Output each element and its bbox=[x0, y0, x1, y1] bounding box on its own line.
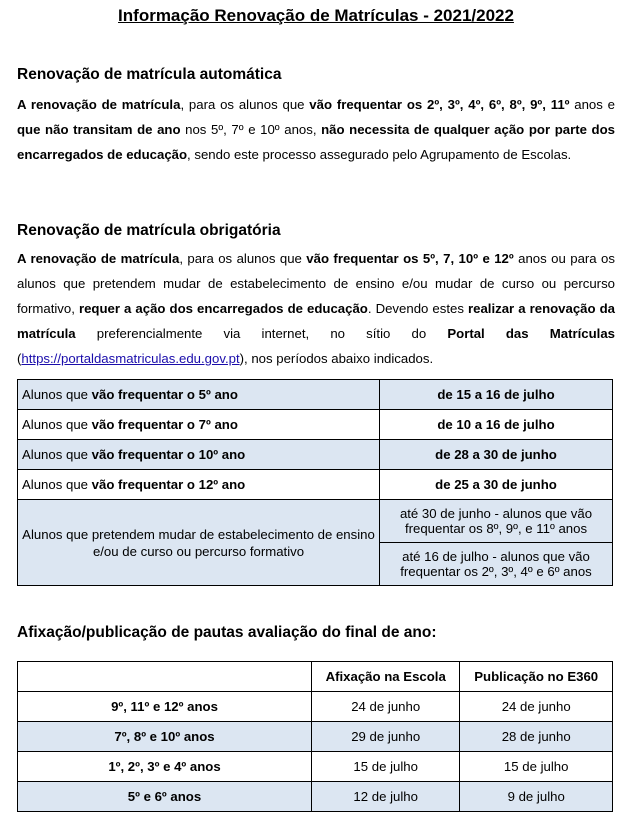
school-cell: 15 de julho bbox=[312, 752, 460, 782]
years-cell: 9º, 11º e 12º anos bbox=[18, 692, 312, 722]
label-bold: vão frequentar o 10º ano bbox=[91, 447, 246, 462]
header-row bbox=[18, 662, 613, 692]
period-cell: até 30 de junho - alunos que vão frequentar os 8º, 9º, e 11º anos bbox=[380, 500, 613, 543]
table-row bbox=[18, 692, 613, 722]
text-segment: anos e bbox=[569, 97, 615, 112]
section-heading-mandatory: Renovação de matrícula obrigatória bbox=[17, 222, 281, 239]
label-prefix: Alunos que bbox=[22, 447, 92, 462]
text-segment: . Devendo estes bbox=[367, 301, 468, 316]
e360-cell: 28 de junho bbox=[460, 722, 613, 752]
label-bold: vão frequentar o 12º ano bbox=[91, 477, 246, 492]
bold-text: vão frequentar os 5º, 7, 10º e 12º bbox=[306, 251, 514, 266]
column-header bbox=[18, 662, 312, 692]
column-header: Publicação no E360 bbox=[460, 662, 613, 692]
school-cell: 12 de julho bbox=[312, 782, 460, 812]
label-prefix: Alunos que bbox=[22, 387, 92, 402]
table-row bbox=[18, 440, 613, 470]
table-row bbox=[18, 500, 613, 543]
years-cell: 1º, 2º, 3º e 4º anos bbox=[18, 752, 312, 782]
text-segment: ), nos períodos abaixo indicados. bbox=[239, 351, 434, 366]
change-label-cell: Alunos que pretendem mudar de estabelecimento de ensino e/ou de curso ou percurso formativo bbox=[18, 500, 380, 586]
paragraph-automatic bbox=[17, 92, 615, 167]
row-label bbox=[18, 470, 380, 500]
years-cell: 5º e 6º anos bbox=[18, 782, 312, 812]
column-header: Afixação na Escola bbox=[312, 662, 460, 692]
period-cell: de 10 a 16 de julho bbox=[380, 410, 613, 440]
e360-cell: 24 de junho bbox=[460, 692, 613, 722]
table-row bbox=[18, 722, 613, 752]
bold-text: realizar a renovação da matrícula bbox=[17, 301, 616, 341]
section-heading-automatic: Renovação de matrícula automática bbox=[17, 66, 282, 83]
portal-link[interactable]: https://portaldasmatriculas.edu.gov.pt bbox=[21, 351, 240, 366]
text-segment: , sendo este processo assegurado pelo Agrupamento de Escolas. bbox=[187, 147, 572, 162]
bold-text: não necessita de qualquer ação por parte dos encarregados de educação bbox=[17, 122, 615, 162]
bold-text: A renovação de matrícula bbox=[17, 251, 180, 266]
period-cell: de 15 a 16 de julho bbox=[380, 380, 613, 410]
table-row bbox=[18, 470, 613, 500]
text-segment: anos ou para os alunos que pretendem mudar de estabelecimento de ensino e/ou mudar de curso ou percurso formativo, bbox=[17, 251, 615, 316]
period-cell: de 25 a 30 de junho bbox=[380, 470, 613, 500]
bold-text: vão frequentar os 2º, 3º, 4º, 6º, 8º, 9º, 11º bbox=[309, 97, 570, 112]
period-cell: de 28 a 30 de junho bbox=[380, 440, 613, 470]
section-heading-grades: Afixação/publicação de pautas avaliação do final de ano: bbox=[17, 624, 437, 641]
text-segment: , para os alunos que bbox=[180, 97, 310, 112]
bold-text: requer a ação dos encarregados de educação bbox=[78, 301, 368, 316]
text-segment: nos 5º, 7º e 10º anos, bbox=[180, 122, 322, 137]
page-title: Informação Renovação de Matrículas - 2021/2022 bbox=[118, 6, 514, 25]
text-segment: , para os alunos que bbox=[179, 251, 307, 266]
e360-cell: 9 de julho bbox=[460, 782, 613, 812]
bold-text: Portal das Matrículas bbox=[447, 326, 615, 341]
text-segment: ( bbox=[17, 351, 22, 366]
table-row bbox=[18, 410, 613, 440]
label-bold: vão frequentar o 7º ano bbox=[91, 417, 238, 432]
row-label bbox=[18, 440, 380, 470]
grades-publication-table bbox=[17, 661, 613, 812]
table-row bbox=[18, 380, 613, 410]
table-row bbox=[18, 782, 613, 812]
label-bold: vão frequentar o 5º ano bbox=[91, 387, 238, 402]
bold-text: A renovação de matrícula bbox=[17, 97, 181, 112]
table-row bbox=[18, 752, 613, 782]
school-cell: 29 de junho bbox=[312, 722, 460, 752]
period-cell: até 16 de julho - alunos que vão frequentar os 2º, 3º, 4º e 6º anos bbox=[380, 543, 613, 586]
label-prefix: Alunos que bbox=[22, 477, 92, 492]
row-label bbox=[18, 380, 380, 410]
bold-text: que não transitam de ano bbox=[17, 122, 181, 137]
renewal-periods-table bbox=[17, 379, 613, 586]
row-label bbox=[18, 410, 380, 440]
e360-cell: 15 de julho bbox=[460, 752, 613, 782]
years-cell: 7º, 8º e 10º anos bbox=[18, 722, 312, 752]
school-cell: 24 de junho bbox=[312, 692, 460, 722]
text-segment: preferencialmente via internet, no sítio do bbox=[75, 326, 448, 341]
paragraph-mandatory bbox=[17, 246, 615, 371]
label-prefix: Alunos que bbox=[22, 417, 92, 432]
